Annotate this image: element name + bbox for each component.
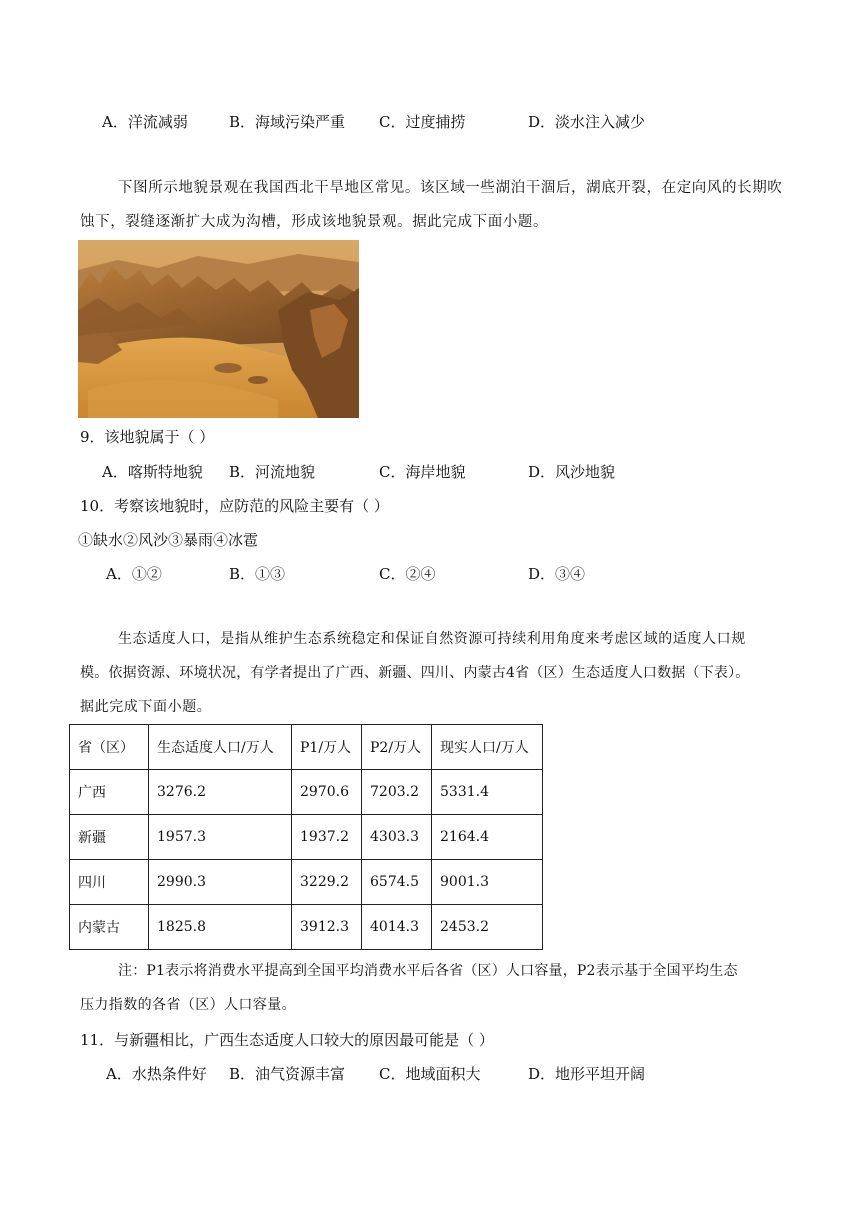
table-header: 生态适度人口/万人 bbox=[149, 725, 292, 770]
q8-option-d: D．淡水注入减少 bbox=[528, 113, 646, 131]
passage2-line2: 模。依据资源、环境状况，有学者提出了广西、新疆、四川、内蒙古4省（区）生态适度人口数据（下表）。 bbox=[80, 665, 750, 681]
q11-option-b: B．油气资源丰富 bbox=[229, 1065, 346, 1083]
q11-option-c: C．地域面积大 bbox=[379, 1065, 481, 1083]
table-header: P2/万人 bbox=[362, 725, 432, 770]
q8-option-b: B．海域污染严重 bbox=[229, 113, 346, 131]
q10-items: ①缺水②风沙③暴雨④冰雹 bbox=[78, 531, 259, 549]
table-row bbox=[70, 815, 543, 860]
q8-option-c: C．过度捕捞 bbox=[379, 113, 466, 131]
passage1-line2: 蚀下，裂缝逐渐扩大成为沟槽，形成该地貌景观。据此完成下面小题。 bbox=[80, 214, 549, 230]
q9-stem: 9．该地貌属于（ ） bbox=[80, 428, 215, 446]
table-cell: 7203.2 bbox=[362, 770, 432, 815]
table-cell: 1825.8 bbox=[149, 905, 292, 950]
q10-stem: 10．考察该地貌时，应防范的风险主要有（ ） bbox=[80, 497, 389, 515]
table-cell: 3229.2 bbox=[292, 860, 362, 905]
passage1-line1: 下图所示地貌景观在我国西北干旱地区常见。该区域一些湖泊干涸后，湖底开裂，在定向风的长期吹 bbox=[118, 180, 783, 196]
table-row bbox=[70, 905, 543, 950]
table-cell: 内蒙古 bbox=[70, 905, 149, 950]
q9-option-a: A．喀斯特地貌 bbox=[102, 463, 203, 481]
q9-option-d: D．风沙地貌 bbox=[528, 463, 616, 481]
table-cell: 3276.2 bbox=[149, 770, 292, 815]
q8-option-a: A．洋流减弱 bbox=[102, 113, 188, 131]
table-cell: 四川 bbox=[70, 860, 149, 905]
table-note-line1: 注：P1表示将消费水平提高到全国平均消费水平后各省（区）人口容量，P2表示基于全国平均生态 bbox=[118, 963, 738, 979]
table-header-row bbox=[70, 725, 543, 770]
table-cell: 5331.4 bbox=[432, 770, 543, 815]
table-cell: 9001.3 bbox=[432, 860, 543, 905]
q10-option-b: B．①③ bbox=[229, 565, 286, 583]
table-cell: 2970.6 bbox=[292, 770, 362, 815]
q10-option-c: C．②④ bbox=[379, 565, 436, 583]
table-cell: 广西 bbox=[70, 770, 149, 815]
population-table bbox=[69, 724, 543, 950]
passage2-line1: 生态适度人口，是指从维护生态系统稳定和保证自然资源可持续利用角度来考虑区域的适度人口规 bbox=[118, 631, 746, 647]
table-cell: 4303.3 bbox=[362, 815, 432, 860]
q10-option-a: A．①② bbox=[106, 565, 162, 583]
table-header: P1/万人 bbox=[292, 725, 362, 770]
table-cell: 3912.3 bbox=[292, 905, 362, 950]
table-cell: 2164.4 bbox=[432, 815, 543, 860]
table-cell: 1937.2 bbox=[292, 815, 362, 860]
q11-option-d: D．地形平坦开阔 bbox=[528, 1065, 646, 1083]
q11-option-a: A．水热条件好 bbox=[106, 1065, 207, 1083]
table-cell: 2990.3 bbox=[149, 860, 292, 905]
table-cell: 6574.5 bbox=[362, 860, 432, 905]
q11-stem: 11．与新疆相比，广西生态适度人口较大的原因最可能是（ ） bbox=[80, 1031, 494, 1049]
q9-option-c: C．海岸地貌 bbox=[379, 463, 466, 481]
table-row bbox=[70, 860, 543, 905]
q9-option-b: B．河流地貌 bbox=[229, 463, 316, 481]
table-cell: 2453.2 bbox=[432, 905, 543, 950]
table-cell: 4014.3 bbox=[362, 905, 432, 950]
table-cell: 新疆 bbox=[70, 815, 149, 860]
table-header: 省（区） bbox=[70, 725, 149, 770]
table-note-line2: 压力指数的各省（区）人口容量。 bbox=[80, 997, 296, 1013]
table-row bbox=[70, 770, 543, 815]
passage2-line3: 据此完成下面小题。 bbox=[80, 699, 212, 715]
table-header: 现实人口/万人 bbox=[432, 725, 543, 770]
q10-option-d: D．③④ bbox=[528, 565, 586, 583]
yardang-landform-photo bbox=[78, 240, 359, 418]
table-cell: 1957.3 bbox=[149, 815, 292, 860]
